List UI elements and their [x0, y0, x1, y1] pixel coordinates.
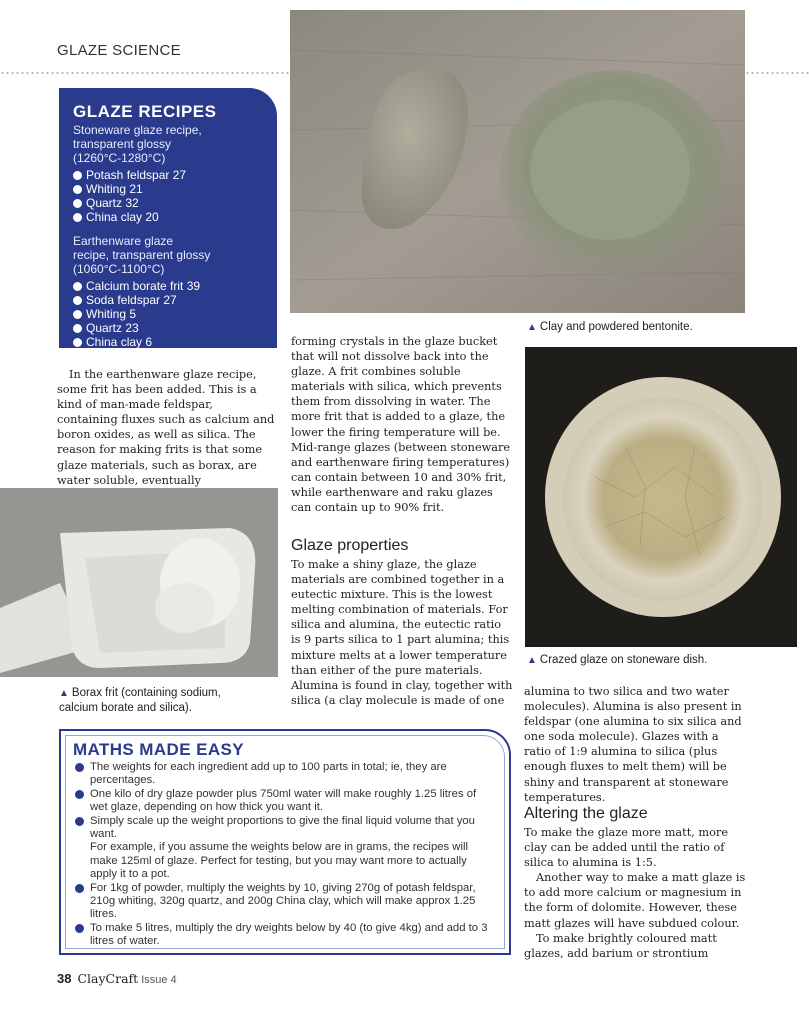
bullet-icon: [73, 185, 82, 194]
list-item: [75, 841, 495, 881]
ingredient: Whiting 21: [86, 182, 143, 196]
bullet-icon: [75, 884, 84, 893]
stoneware-recipe-title: [73, 123, 277, 165]
triangle-icon: ▲: [59, 688, 69, 699]
ingredient: Quartz 32: [86, 196, 139, 210]
recipes-title: GLAZE RECIPES: [73, 102, 217, 121]
paragraph: To make a shiny glaze, the glaze materials are combined together in a eutectic mixture. This is the lowest melting combination of materials. For silica and alumina, the eutectic ratio is 9 parts silica to 1 part alumina; this mixture melts at a lower temperature than either of the pure materials. Alumina is found in clay, together with silica (a clay molecule is made of one: [291, 558, 513, 707]
maths-item-text: The weights for each ingredient add up to 100 parts in total; ie, they are percentages.: [90, 761, 447, 787]
paragraph: alumina to two silica and two water molecules). Alumina is also present in feldspar (one alumina to six silica and one soda molecule). Glazes with a ratio of 1:9 alumina to silica (plus enough fluxes to melt them) will be shiny and transparent at stoneware temperatures.: [524, 685, 742, 804]
bullet-icon: [73, 324, 82, 333]
bullet-icon: [75, 790, 84, 799]
list-item: [73, 335, 277, 349]
ingredient: Potash feldspar 27: [86, 168, 187, 182]
paragraph: Another way to make a matt glaze is to add more calcium or magnesium in the form of dolomite. However, these matt glazes will have subdued colour.: [524, 871, 746, 930]
bullet-icon: [73, 199, 82, 208]
caption-clay: [527, 320, 693, 335]
maths-title: MATHS MADE EASY: [73, 740, 244, 759]
column-1-text: [57, 367, 275, 488]
ingredient: Calcium borate frit 39: [86, 279, 201, 293]
ingredient: China clay 6: [86, 335, 153, 349]
earthenware-ingredients: [73, 279, 277, 349]
earthenware-title-line: recipe, transparent glossy: [73, 248, 211, 262]
caption-clay-text: Clay and powdered bentonite.: [539, 321, 693, 333]
caption-borax: [59, 686, 221, 715]
photo-crazed-dish: [525, 347, 797, 647]
list-item: [75, 922, 495, 949]
list-item: [73, 168, 277, 182]
column-3-text-lower: [524, 825, 746, 961]
list-item: [75, 815, 495, 842]
bullet-icon: [73, 338, 82, 347]
bullet-icon: [73, 296, 82, 305]
stoneware-title-line: (1260°C-1280°C): [73, 151, 166, 165]
list-item: [73, 182, 277, 196]
triangle-icon: ▲: [527, 322, 537, 333]
photo-clay-bentonite: [290, 10, 745, 313]
maths-item-text: Simply scale up the weight proportions to give the final liquid volume that you want.: [90, 814, 475, 841]
maths-item-text: For 1kg of powder, multiply the weights by 10, giving 270g of potash feldspar, 210g whiting, 320g quartz, and 200g China clay, which will make approx 1.25 litres.: [90, 881, 476, 921]
list-item: [75, 761, 495, 788]
ingredient: Soda feldspar 27: [86, 293, 177, 307]
ingredient: China clay 20: [86, 210, 159, 224]
paragraph: To make the glaze more matt, more clay can be added until the ratio of silica to alumina is 1:5.: [524, 826, 729, 870]
caption-borax-line1: Borax frit (containing sodium,: [71, 687, 221, 699]
bullet-icon: [75, 924, 84, 933]
stoneware-title-line: transparent glossy: [73, 137, 172, 151]
bullet-icon: [75, 763, 84, 772]
list-item: [75, 882, 495, 922]
section-header: GLAZE SCIENCE: [57, 42, 181, 59]
bullet-icon: [73, 282, 82, 291]
paragraph: In the earthenware glaze recipe, some frit has been added. This is a kind of man-made feldspar, containing fluxes such as calcium and boron oxides, as well as silica. The reason for making frits is that some glaze materials, such as borax, are water soluble, eventually: [57, 368, 275, 487]
bullet-icon: [73, 171, 82, 180]
list-item: [75, 788, 495, 815]
photo-borax-frit: [0, 488, 278, 677]
heading-altering-glaze: Altering the glaze: [524, 805, 648, 822]
column-2-text-lower: [291, 557, 513, 708]
maths-list: [64, 761, 509, 949]
bullet-icon: [75, 817, 84, 826]
heading-glaze-properties: Glaze properties: [291, 537, 409, 554]
ingredient: Quartz 23: [86, 321, 139, 335]
bullet-icon: [73, 213, 82, 222]
maths-item-text: One kilo of dry glaze powder plus 750ml water will make roughly 1.25 litres of wet glaze, depending on how thick you want it.: [90, 787, 477, 814]
column-2-text: [291, 334, 513, 515]
bullet-icon: [73, 310, 82, 319]
caption-borax-line2: calcium borate and silica).: [59, 702, 192, 714]
triangle-icon: ▲: [527, 655, 537, 666]
list-item: [73, 321, 277, 335]
maths-made-easy-box: [59, 729, 511, 955]
earthenware-recipe-title: [73, 234, 277, 276]
issue-label: Issue 4: [141, 974, 177, 986]
maths-item-text: For example, if you assume the weights below are in grams, the recipes will make 125ml of glaze. Perfect for testing, but you may want more to actually apply it to a pot.: [90, 841, 468, 881]
earthenware-title-line: Earthenware glaze: [73, 234, 174, 248]
ingredient: Whiting 5: [86, 307, 137, 321]
paragraph: forming crystals in the glaze bucket that will not dissolve back into the glaze. A frit combines soluble materials with silica, which prevents them from dissolving in water. The more frit that is added to a glaze, the lower the firing temperature will be. Mid-range glazes (between stoneware and earthenware firing temperatures) can contain between 10 and 30% frit, while earthenware and raku glazes can contain up to 90% frit.: [291, 335, 511, 515]
list-item: [73, 196, 277, 210]
maths-item-text: To make 5 litres, multiply the dry weights below by 40 (to give 4kg) and add to 3 litres of water.: [90, 921, 488, 948]
column-3-text: [524, 684, 746, 805]
list-item: [73, 279, 277, 293]
glaze-recipes-box: [59, 88, 277, 348]
earthenware-title-line: (1060°C-1100°C): [73, 262, 165, 276]
stoneware-ingredients: [73, 168, 277, 224]
caption-dish-text: Crazed glaze on stoneware dish.: [539, 654, 708, 666]
paragraph: To make brightly coloured matt glazes, add barium or strontium: [524, 931, 717, 960]
list-item: [73, 293, 277, 307]
magazine-name: ClayCraft: [77, 971, 139, 986]
page-number: 38: [57, 971, 72, 986]
list-item: [73, 210, 277, 224]
page-footer: [57, 971, 177, 986]
caption-dish: [527, 653, 707, 668]
list-item: [73, 307, 277, 321]
stoneware-title-line: Stoneware glaze recipe,: [73, 123, 202, 137]
